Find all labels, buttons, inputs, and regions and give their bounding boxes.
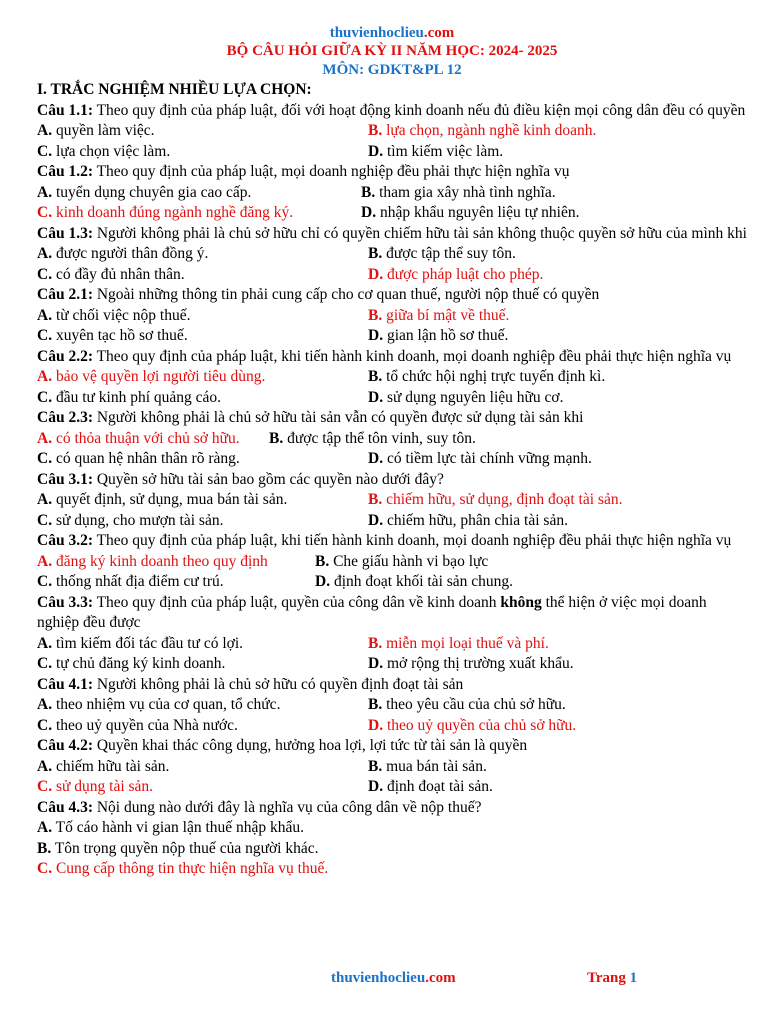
option-d: D. chiếm hữu, phân chia tài sản. — [368, 511, 568, 529]
question-stem — [37, 675, 747, 696]
option-b: B. Che giấu hành vi bạo lực — [315, 552, 489, 570]
question-label: Câu 1.1: — [37, 101, 93, 119]
option-c: C. có quan hệ nhân thân rõ ràng. — [37, 450, 240, 467]
option-b: B. tham gia xây nhà tình nghĩa. — [361, 183, 556, 201]
option-row — [37, 777, 747, 798]
question-stem — [37, 285, 747, 306]
option-c-correct: C. kinh doanh đúng ngành nghề đăng ký. — [37, 204, 294, 221]
option-row — [37, 716, 747, 737]
document-page — [37, 24, 747, 880]
question-stem — [37, 798, 747, 819]
option-d-correct: D. theo uỷ quyền của chủ sở hữu. — [368, 716, 577, 734]
option-c-correct: C. Cung cấp thông tin thực hiện nghĩa vụ thuế. — [37, 860, 329, 877]
question-text: Theo quy định của pháp luật, quyền của công dân về kinh doanh — [92, 593, 501, 611]
question-text: Người không phải là chủ sở hữu chỉ có quyền chiếm hữu tài sản không thuộc quyền sở hữu của mình khi — [92, 224, 747, 242]
option-c: C. tự chủ đăng ký kinh doanh. — [37, 655, 226, 672]
question-label: Câu 4.1: — [37, 675, 93, 693]
question-text: Theo quy định của pháp luật, khi tiến hành kinh doanh, mọi doanh nghiệp đều phải thực hiện nghĩa vụ — [92, 532, 732, 549]
option-row — [37, 183, 747, 204]
option-b-correct: B. giữa bí mật về thuế. — [368, 306, 510, 324]
question-stem — [37, 408, 747, 429]
question-stem — [37, 162, 747, 183]
option-b-correct: B. chiếm hữu, sử dụng, định đoạt tài sản. — [368, 491, 623, 508]
subject-title: MÔN: GDKT&PL 12 — [322, 62, 462, 78]
question-text: Theo quy định của pháp luật, đối với hoạt động kinh doanh nếu đủ điều kiện mọi công dân đều có quyền — [92, 101, 746, 119]
question-text: Nội dung nào dưới đây là nghĩa vụ của công dân về nộp thuế? — [92, 798, 482, 816]
question-text: thể hiện ở việc mọi doanh nghiệp đều được — [37, 593, 707, 631]
question-label: Câu 2.1: — [37, 286, 93, 303]
option-b-correct: B. miễn mọi loại thuế và phí. — [368, 634, 549, 652]
option-b: B. Tôn trọng quyền nộp thuế của người khác. — [37, 839, 319, 857]
question-stem — [37, 593, 747, 634]
option-a-correct: A. đăng ký kinh doanh theo quy định — [37, 552, 268, 570]
site-tld: .com — [423, 25, 455, 41]
page-number — [587, 970, 637, 987]
footer-site-link[interactable] — [331, 970, 456, 987]
option-a: A. quyết định, sử dụng, mua bán tài sản. — [37, 491, 288, 508]
option-a: A. Tố cáo hành vi gian lận thuế nhập khẩu. — [37, 819, 305, 836]
question-label: Câu 3.2: — [37, 532, 93, 549]
option-d: D. nhập khẩu nguyên liệu tự nhiên. — [361, 204, 580, 221]
option-c: C. có đầy đủ nhân thân. — [37, 265, 185, 283]
question-stem — [37, 736, 747, 757]
option-d-correct: D. được pháp luật cho phép. — [368, 265, 544, 283]
question-label: Câu 4.3: — [37, 798, 93, 816]
question-label: Câu 2.2: — [37, 347, 93, 365]
option-row — [37, 634, 747, 655]
option-a: A. theo nhiệm vụ của cơ quan, tổ chức. — [37, 696, 281, 713]
option-c: C. sử dụng, cho mượn tài sản. — [37, 511, 224, 529]
section-title: I. TRẮC NGHIỆM NHIỀU LỰA CHỌN: — [37, 81, 312, 98]
option-row — [37, 572, 747, 593]
question-text: Quyền khai thác công dụng, hưởng hoa lợi, lợi tức từ tài sản là quyền — [92, 737, 528, 754]
option-b: B. được tập thể tôn vinh, suy tôn. — [269, 429, 476, 447]
option-a-correct: A. có thỏa thuận với chủ sở hữu. — [37, 429, 240, 447]
footer-site-name: thuvienhoclieu — [331, 970, 426, 986]
question-stem — [37, 531, 747, 552]
question-label: Câu 4.2: — [37, 737, 93, 754]
question-label: Câu 3.1: — [37, 470, 93, 488]
option-row — [37, 203, 747, 224]
site-name: thuvienhoclieu — [329, 25, 424, 41]
option-row — [37, 367, 747, 388]
option-a: A. tìm kiếm đối tác đầu tư có lợi. — [37, 634, 244, 652]
question-stem — [37, 347, 747, 368]
question-label: Câu 3.3: — [37, 593, 93, 611]
question-emphasis: không — [500, 593, 542, 611]
option-d: D. mở rộng thị trường xuất khẩu. — [368, 655, 574, 672]
option-c: C. lựa chọn việc làm. — [37, 142, 171, 160]
option-row — [37, 449, 747, 470]
option-b: B. được tập thể suy tôn. — [368, 245, 516, 262]
option-row — [37, 121, 747, 142]
question-stem — [37, 101, 747, 122]
option-b: B. theo yêu cầu của chủ sở hữu. — [368, 696, 566, 713]
option-row — [37, 490, 747, 511]
option-row — [37, 306, 747, 327]
question-label: Câu 1.3: — [37, 224, 93, 242]
option-row — [37, 244, 747, 265]
question-label: Câu 1.2: — [37, 163, 93, 180]
option-d: D. tìm kiếm việc làm. — [368, 142, 504, 160]
question-text: Người không phải là chủ sở hữu có quyền định đoạt tài sản — [92, 675, 464, 693]
footer-site-tld: .com — [425, 970, 456, 986]
page-footer — [0, 970, 768, 990]
page-label: Trang — [587, 970, 630, 986]
document-title: BỘ CÂU HỎI GIỮA KỲ II NĂM HỌC: 2024- 2025 — [226, 43, 558, 59]
option-a: A. từ chối việc nộp thuế. — [37, 306, 191, 324]
option-row — [37, 265, 747, 286]
option-row — [37, 695, 747, 716]
question-stem — [37, 470, 747, 491]
option-c: C. thống nhất địa điểm cư trú. — [37, 573, 224, 590]
option-a: A. tuyển dụng chuyên gia cao cấp. — [37, 183, 252, 201]
option-row — [37, 654, 747, 675]
option-c-correct: C. sử dụng tài sản. — [37, 778, 154, 795]
page-number-value: 1 — [629, 970, 638, 986]
option-d: D. định đoạt tài sản. — [368, 778, 493, 795]
question-stem — [37, 224, 747, 245]
option-row — [37, 552, 747, 573]
option-row — [37, 429, 747, 450]
option-c: C. đầu tư kinh phí quảng cáo. — [37, 388, 222, 406]
option-row — [37, 326, 747, 347]
option-row — [37, 511, 747, 532]
option-row — [37, 388, 747, 409]
question-text: Người không phải là chủ sở hữu tài sản vẫn có quyền được sử dụng tài sản khi — [92, 409, 584, 426]
question-text: Quyền sở hữu tài sản bao gồm các quyền nào dưới đây? — [92, 470, 444, 488]
option-d: D. gian lận hồ sơ thuế. — [368, 327, 509, 344]
option-b: B. tổ chức hội nghị trực tuyến định kì. — [368, 368, 606, 385]
option-a: A. được người thân đồng ý. — [37, 245, 209, 262]
option-row — [37, 142, 747, 163]
option-a: A. quyền làm việc. — [37, 122, 155, 139]
option-b: B. mua bán tài sản. — [368, 757, 487, 775]
option-b-correct: B. lựa chọn, ngành nghề kinh doanh. — [368, 122, 597, 139]
option-d: D. có tiềm lực tài chính vững mạnh. — [368, 450, 592, 467]
option-c: C. xuyên tạc hồ sơ thuế. — [37, 327, 188, 344]
question-text: Theo quy định của pháp luật, khi tiến hành kinh doanh, mọi doanh nghiệp đều phải thực hiện nghĩa vụ — [92, 347, 732, 365]
option-c: C. theo uỷ quyền của Nhà nước. — [37, 716, 238, 734]
option-a-correct: A. bảo vệ quyền lợi người tiêu dùng. — [37, 368, 266, 385]
question-text: Theo quy định của pháp luật, mọi doanh nghiệp đều phải thực hiện nghĩa vụ — [92, 163, 570, 180]
option-d: D. định đoạt khối tài sản chung. — [315, 573, 514, 590]
option-d: D. sử dụng nguyên liệu hữu cơ. — [368, 388, 564, 406]
site-header[interactable] — [37, 24, 747, 42]
question-text: Ngoài những thông tin phải cung cấp cho cơ quan thuế, người nộp thuế có quyền — [92, 286, 600, 303]
question-label: Câu 2.3: — [37, 409, 93, 426]
option-row — [37, 757, 747, 778]
option-a: A. chiếm hữu tài sản. — [37, 757, 170, 775]
